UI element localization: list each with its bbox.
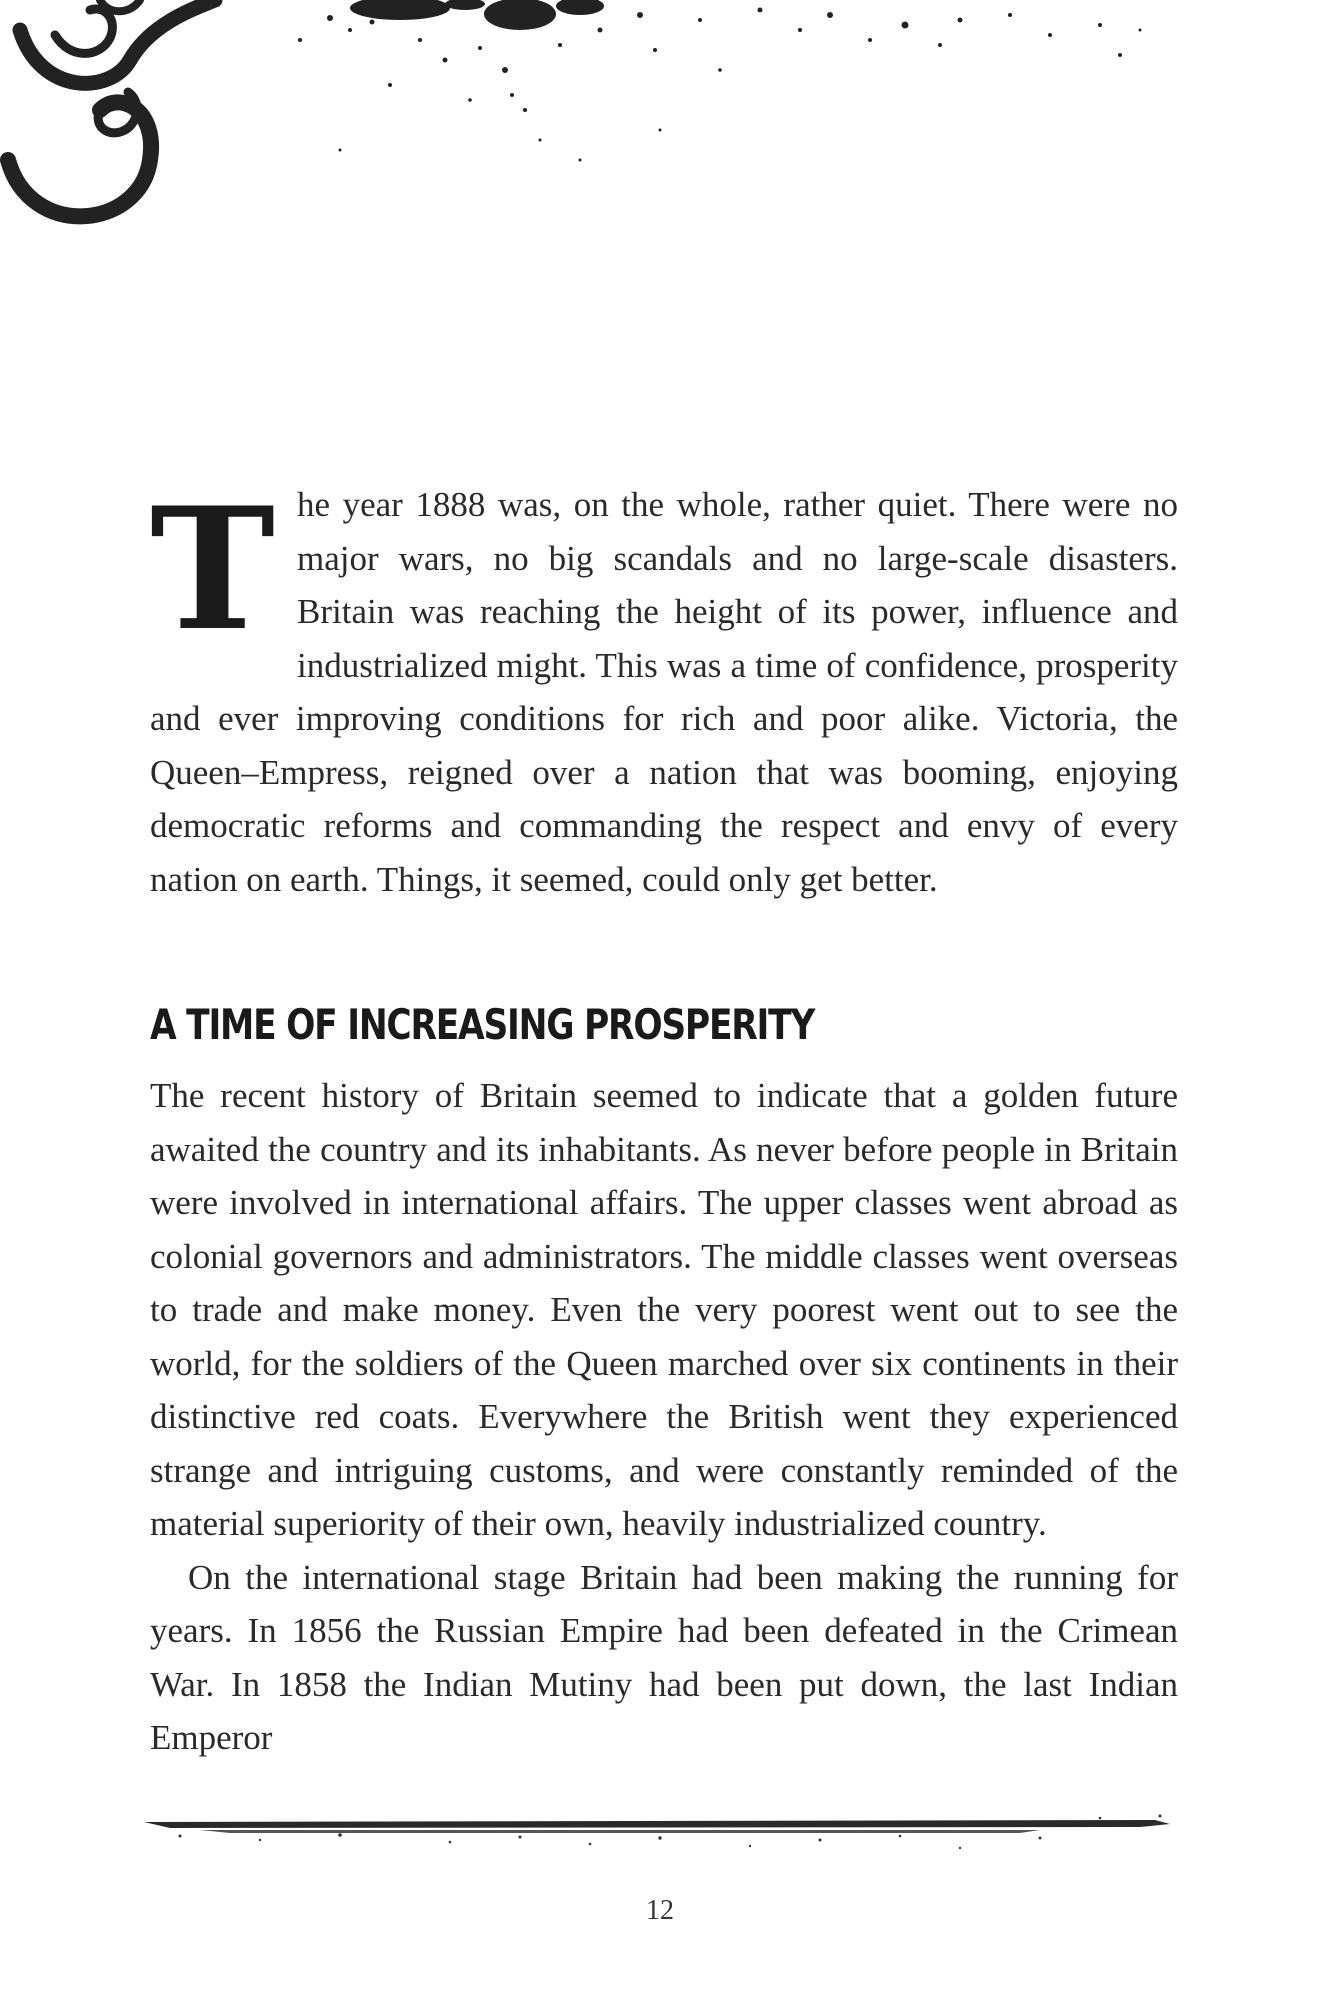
body-paragraph: The recent history of Britain seemed to indicate that a golden future awaited the country and its inhabitants. As never before people in Britain were involved in international affairs. The upper classes went abroad as colonial governors and administrators. The middle classes went overseas to trade and make money. Even the very poorest went out to see the world, for the soldiers of the Queen marched over six continents in their distinctive red coats. Everywhere the British went they experienced strange and intriguing customs, and were constantly reminded of the material superiority of their own, heavily industrialized country. <box>150 1076 1178 1543</box>
body-paragraph: On the international stage Britain had been making the running for years. In 1856 the Russian Empire had been defeated in the Crimean War. In 1858 the Indian Mutiny had been put down, the last Indian Emperor <box>150 1557 1178 1757</box>
section-body <box>150 1069 1178 1765</box>
section-heading: A TIME OF INCREASING PROSPERITY <box>150 1000 815 1049</box>
decorative-divider-rule <box>140 1800 1180 1860</box>
drop-cap: T <box>150 470 276 668</box>
intro-text: he year 1888 was, on the whole, rather quiet. There were no major wars, no big scandals and no large-scale disasters. Britain was reaching the height of its power, influence and industrialized might. This was a time of confidence, prosperity and ever improving conditions for rich and poor alike. Victoria, the Queen–Empress, reigned over a nation that was booming, enjoying democratic reforms and commanding the respect and envy of every nation on earth. Things, it seemed, could only get better. <box>150 485 1178 899</box>
page-number: 12 <box>646 1895 674 1926</box>
intro-paragraph <box>150 470 1178 906</box>
decorative-corner-ornament <box>0 0 1325 240</box>
